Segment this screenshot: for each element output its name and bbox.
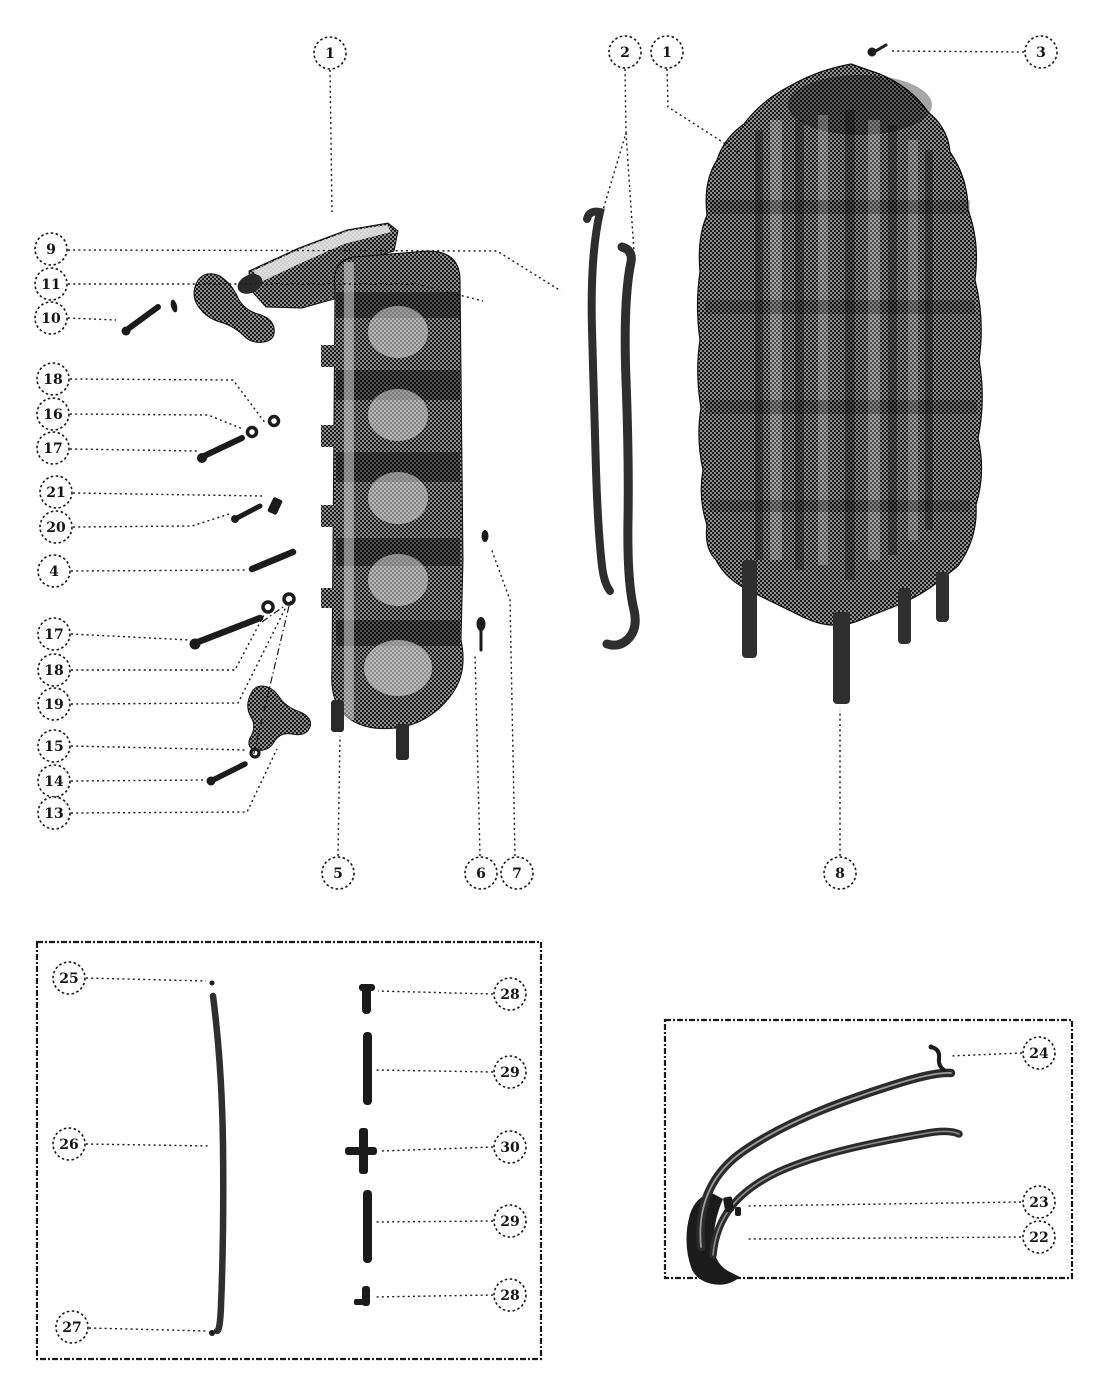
washer-18b	[263, 602, 273, 612]
callout-number-13: 13	[44, 806, 64, 822]
leader-line-5	[338, 736, 340, 856]
manifold-streak-dark	[755, 130, 763, 560]
leader-line-7	[491, 548, 515, 856]
screw-20	[237, 506, 260, 518]
plate-stud	[396, 724, 409, 760]
manifold-streak-light	[770, 120, 782, 560]
leader-line-18a	[70, 379, 266, 424]
seal-end-dot-25	[210, 981, 215, 986]
washer-18a	[270, 417, 279, 426]
callout-number-17a: 17	[43, 441, 63, 457]
callout-14	[38, 765, 70, 797]
leader-line-2	[603, 69, 626, 210]
callout-number-25: 25	[59, 971, 79, 987]
screw-10-head	[122, 327, 131, 336]
callout-29b	[494, 1205, 526, 1237]
leader-line-10	[68, 318, 116, 320]
callout-number-18a: 18	[43, 372, 63, 388]
leader-line-22	[748, 1237, 1021, 1239]
callout-11	[35, 268, 67, 300]
plug-part-3	[868, 45, 887, 57]
screw-14	[213, 764, 245, 780]
callout-28a	[494, 978, 526, 1010]
plate-edge-highlight	[344, 262, 354, 720]
hose-upper	[700, 1073, 951, 1247]
callout-number-7: 7	[512, 866, 522, 882]
callout-10	[35, 302, 67, 334]
leader-line-2-1	[626, 133, 634, 252]
callout-number-19: 19	[44, 697, 64, 713]
callout-22	[1023, 1221, 1055, 1253]
callout-number-14: 14	[44, 774, 64, 790]
callout-number-2: 2	[620, 45, 630, 61]
leader-line-18b	[71, 613, 265, 670]
plate-port	[368, 389, 428, 441]
callout-number-29a: 29	[500, 1065, 520, 1081]
leader-line-28a	[378, 991, 493, 994]
plate-port	[364, 640, 432, 696]
hose-box	[665, 1020, 1072, 1278]
gasket-inner	[587, 212, 610, 591]
callout-number-21: 21	[46, 485, 66, 501]
dowel-4	[252, 552, 293, 569]
callout-number-10: 10	[41, 311, 61, 327]
callout-18a	[37, 363, 69, 395]
callout-29a	[494, 1056, 526, 1088]
callout-13	[38, 797, 70, 829]
boxes-layer	[37, 942, 1072, 1359]
leader-line-4	[71, 570, 247, 571]
leader-line-3	[892, 51, 1024, 52]
screw-20-head	[231, 515, 239, 523]
callout-number-22: 22	[1029, 1230, 1049, 1246]
callout-number-28a: 28	[500, 987, 520, 1003]
callout-number-15: 15	[44, 739, 64, 755]
right-assembly-exhaust-manifold	[698, 64, 983, 704]
callout-number-3: 3	[1036, 45, 1046, 61]
callout-number-9: 9	[46, 242, 56, 258]
plate-stud	[331, 700, 344, 732]
callout-1a	[314, 37, 346, 69]
callout-number-6: 6	[476, 866, 486, 882]
manifold-stud	[833, 612, 850, 704]
manifold-band	[710, 500, 970, 512]
screw-17a	[204, 438, 242, 456]
callout-24	[1023, 1037, 1055, 1069]
manifold-band	[705, 300, 975, 314]
seal-30-horiz	[345, 1147, 377, 1155]
leader-line-29a	[376, 1070, 493, 1072]
sta-strap-24	[931, 1047, 944, 1070]
seal-11	[169, 299, 178, 313]
clamp-23-tab	[735, 1207, 741, 1216]
callout-27	[56, 1311, 88, 1343]
leader-line-29b	[376, 1221, 493, 1222]
callout-19	[38, 688, 70, 720]
leader-line-27	[89, 1328, 206, 1331]
callout-4	[38, 555, 70, 587]
screw-17b	[198, 618, 260, 642]
seal-28-bottom-foot	[354, 1299, 364, 1305]
plate-tab	[321, 345, 335, 367]
gaskets	[587, 212, 635, 646]
callout-number-17b: 17	[44, 627, 64, 643]
callout-26	[53, 1128, 85, 1160]
callout-18b	[38, 654, 70, 686]
callout-number-5: 5	[333, 866, 343, 882]
callout-number-23: 23	[1029, 1195, 1049, 1211]
manifold-streak-dark	[888, 125, 897, 555]
washer-16	[248, 428, 257, 437]
manifold-streak-light	[868, 120, 880, 560]
manifold-stud	[936, 572, 949, 622]
left-assembly-exhaust-plate	[249, 223, 463, 760]
leader-line-6	[475, 655, 480, 856]
callout-number-8: 8	[835, 866, 845, 882]
manifold-dome-shadow	[788, 75, 932, 135]
seal-29-top	[363, 1032, 372, 1105]
callout-7	[501, 857, 533, 889]
callout-number-18b: 18	[44, 663, 64, 679]
leader-line-13	[71, 749, 277, 813]
screw-17a-head	[197, 453, 207, 463]
screw-14-head	[207, 777, 216, 786]
callout-5	[322, 857, 354, 889]
leader-line-14	[71, 780, 205, 781]
callout-number-11: 11	[41, 277, 61, 293]
leader-line-15	[71, 746, 245, 750]
callout-17b	[38, 618, 70, 650]
leader-line-1a	[330, 70, 332, 212]
leader-line-23	[746, 1202, 1021, 1206]
callout-2	[609, 36, 641, 68]
leader-line-17b	[71, 634, 190, 640]
leader-line-17a	[70, 449, 197, 451]
seal-28-top-body	[362, 988, 371, 1014]
fitting-7	[482, 530, 489, 542]
leader-line-25	[86, 978, 206, 981]
seal-end-dot-27	[209, 1330, 215, 1336]
plug-3-shaft	[874, 45, 886, 52]
seal-kit-parts	[209, 981, 377, 1337]
seal-kit-box	[37, 942, 541, 1359]
plate-tab	[321, 505, 335, 527]
callout-number-20: 20	[46, 520, 66, 536]
callout-number-4: 4	[49, 564, 59, 580]
sta-strap-24-head	[929, 1045, 934, 1050]
leader-line-28b	[374, 1295, 493, 1297]
callout-21	[40, 476, 72, 508]
manifold-stud	[898, 588, 911, 644]
callout-6	[465, 857, 497, 889]
manifold-streak-light	[818, 115, 828, 565]
callout-number-16: 16	[43, 407, 63, 423]
callout-number-27: 27	[62, 1320, 82, 1336]
callout-1b	[651, 36, 683, 68]
seal-29-bottom	[363, 1190, 372, 1263]
leader-line-30	[382, 1147, 493, 1151]
leader-line-26	[86, 1144, 210, 1146]
screw-17b-head	[190, 639, 201, 650]
manifold-stud	[742, 560, 757, 658]
callout-16	[37, 398, 69, 430]
hose-parts	[686, 1045, 959, 1285]
leader-line-20	[73, 514, 229, 527]
manifold-band	[705, 400, 977, 414]
plate-tab	[321, 588, 335, 608]
callout-17a	[37, 432, 69, 464]
callout-9	[35, 233, 67, 265]
screw-10	[128, 307, 158, 329]
manifold-body	[698, 64, 983, 625]
spacer-21	[267, 497, 283, 516]
callout-28b	[494, 1279, 526, 1311]
callout-15	[38, 730, 70, 762]
long-seal-26	[213, 996, 223, 1331]
callout-25	[53, 962, 85, 994]
plate-port	[368, 306, 428, 358]
callout-number-30: 30	[500, 1140, 520, 1156]
plate-port	[368, 554, 428, 606]
leader-line-21	[73, 493, 262, 496]
manifold-band	[710, 200, 970, 214]
bracket-13	[248, 686, 311, 750]
leader-line-24	[950, 1053, 1022, 1056]
callout-23	[1023, 1186, 1055, 1218]
callout-number-1a: 1	[325, 46, 335, 62]
callout-8	[824, 857, 856, 889]
callout-number-1b: 1	[662, 45, 672, 61]
callout-number-26: 26	[59, 1137, 79, 1153]
callout-number-24: 24	[1029, 1046, 1049, 1062]
gasket-outer	[607, 247, 635, 645]
callout-number-29b: 29	[500, 1214, 520, 1230]
plate-tab	[321, 425, 335, 447]
leader-line-16	[70, 414, 243, 429]
callout-number-28b: 28	[500, 1288, 520, 1304]
plate-port	[368, 472, 428, 524]
callout-30	[494, 1131, 526, 1163]
callout-20	[40, 511, 72, 543]
callout-3	[1025, 36, 1057, 68]
